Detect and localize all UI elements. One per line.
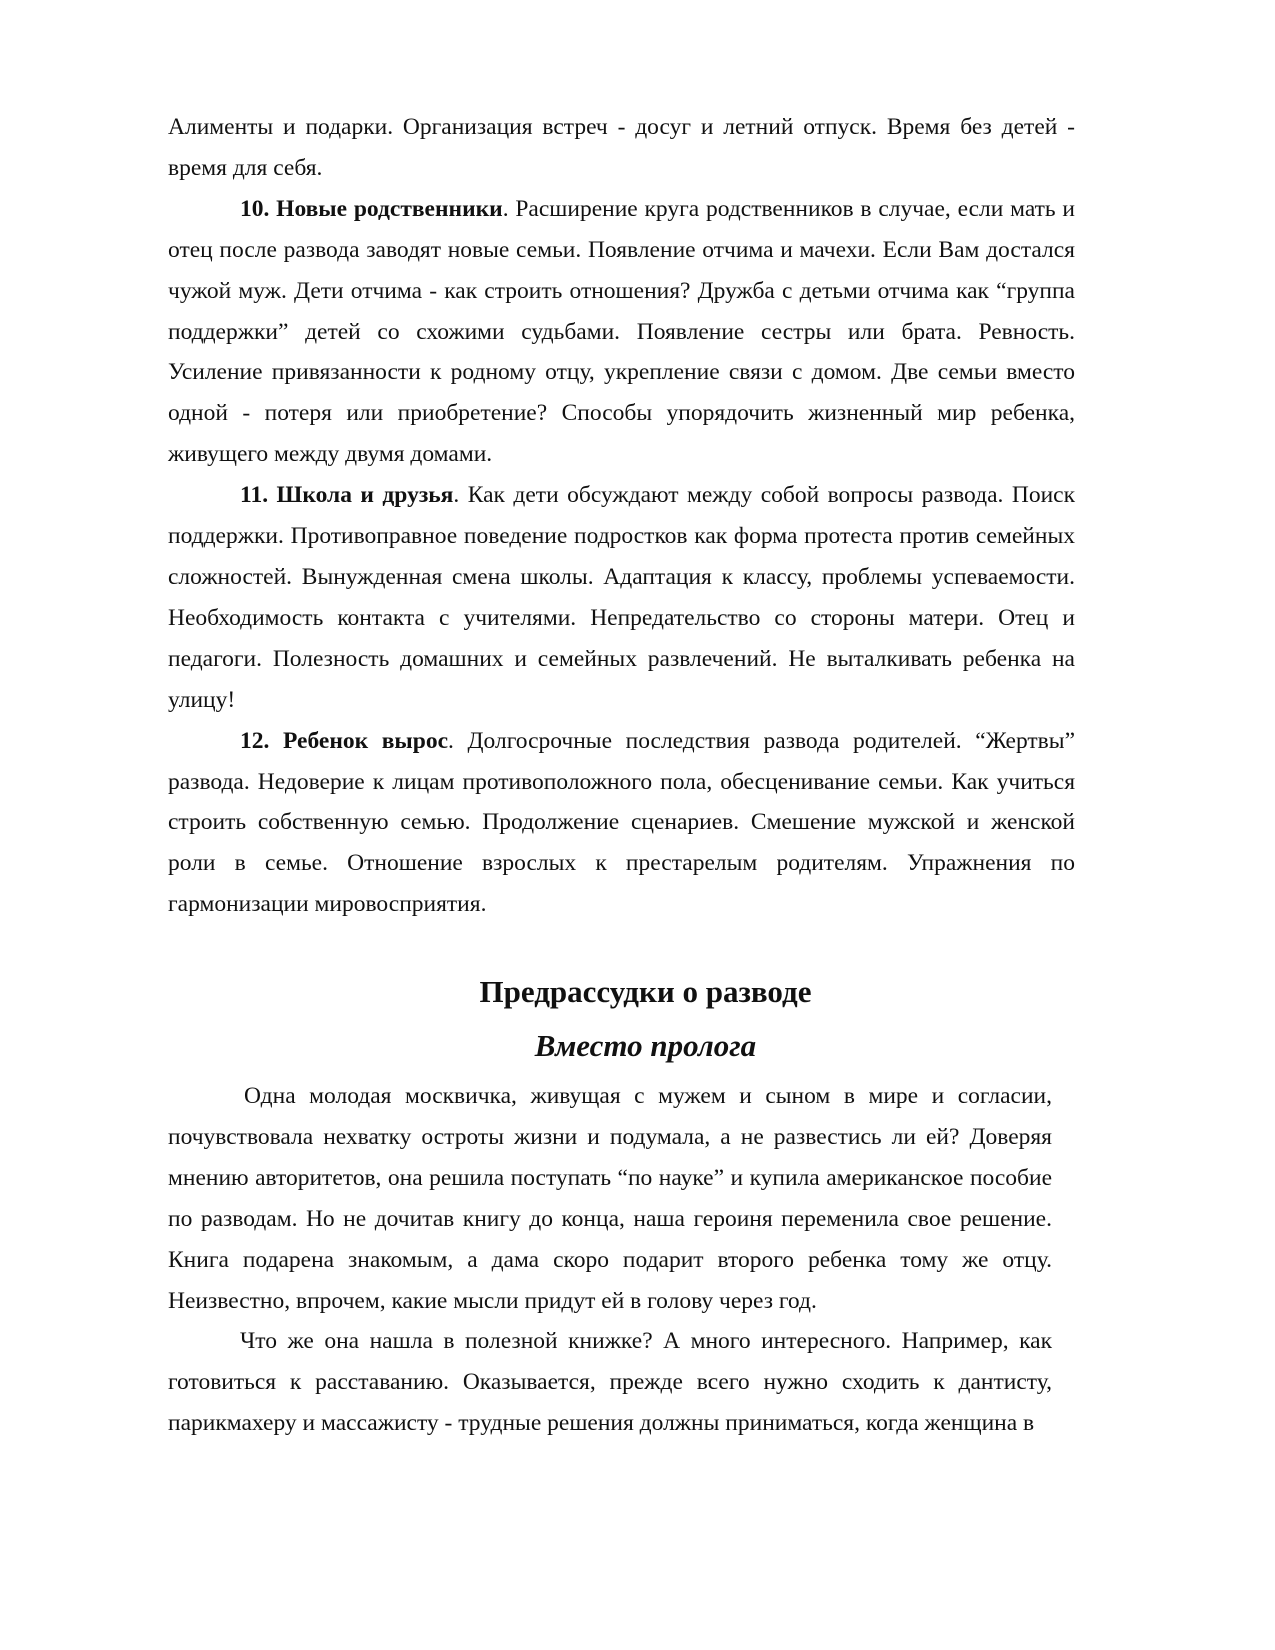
topic-title: 11. Школа и друзья bbox=[240, 482, 454, 509]
topic-title: 10. Новые родственники bbox=[240, 195, 503, 222]
topic-title: 12. Ребенок вырос bbox=[240, 727, 449, 754]
continuation-paragraph: Алименты и подарки. Организация встреч - досуг и летний отпуск. Время без детей - время для себя. bbox=[168, 114, 1075, 181]
topics-list bbox=[168, 107, 1075, 925]
body-paragraph: Одна молодая москвичка, живущая с мужем и сыном в мире и согласии, почувствовала нехватку остроты жизни и подумала, а не развестись ли ей? Доверяя мнению авторитетов, она решила поступать “по науке” и купила американское пособие по разводам. Но не дочитав книгу до конца, наша героиня переменила свое решение. Книга подарена знакомым, а дама скоро подарит второго ребенка тому же отцу. Неизвестно, впрочем, какие мысли придут ей в голову через год. bbox=[168, 1083, 1052, 1314]
topic-item-11 bbox=[168, 475, 1075, 720]
topic-item-10 bbox=[168, 189, 1075, 475]
topic-item-12 bbox=[168, 721, 1075, 926]
chapter-title: Предрассудки о разводе bbox=[479, 974, 812, 1009]
topic-text: . Как дети обсуждают между собой вопросы развода. Поиск поддержки. Противоправное поведение подростков как форма протеста против семейных сложностей. Вынужденная смена школы. Адаптация к классу, проблемы успеваемости. Необходимость контакта с учителями. Непредательство со стороны матери. Отец и педагоги. Полезность домашних и семейных развлечений. Не выталкивать ребенка на улицу! bbox=[168, 482, 1075, 713]
body-paragraph: Что же она нашла в полезной книжке? А много интересного. Например, как готовиться к расставанию. Оказывается, прежде всего нужно сходить к дантисту, парикмахеру и массажисту - трудные решения должны приниматься, когда женщина в bbox=[168, 1328, 1052, 1437]
topic-text: . Расширение круга родственников в случае, если мать и отец после развода заводят новые семьи. Появление отчима и мачехи. Если Вам достался чужой муж. Дети отчима - как строить отношения? Дружба с детьми отчима как “группа поддержки” детей со схожими судьбами. Появление сестры или брата. Ревность. Усиление привязанности к родному отцу, укрепление связи с домом. Две семьи вместо одной - потеря или приобретение? Способы упорядочить жизненный мир ребенка, живущего между двумя домами. bbox=[168, 195, 1075, 468]
chapter-subtitle: Вместо пролога bbox=[534, 1028, 757, 1063]
topic-text: . Долгосрочные последствия развода родителей. “Жертвы” развода. Недоверие к лицам противоположного пола, обесценивание семьи. Как учиться строить собственную семью. Продолжение сценариев. Смешение мужской и женской роли в семье. Отношение взрослых к престарелым родителям. Упражнения по гармонизации мировосприятия. bbox=[168, 727, 1075, 918]
chapter-body bbox=[168, 1076, 1052, 1444]
